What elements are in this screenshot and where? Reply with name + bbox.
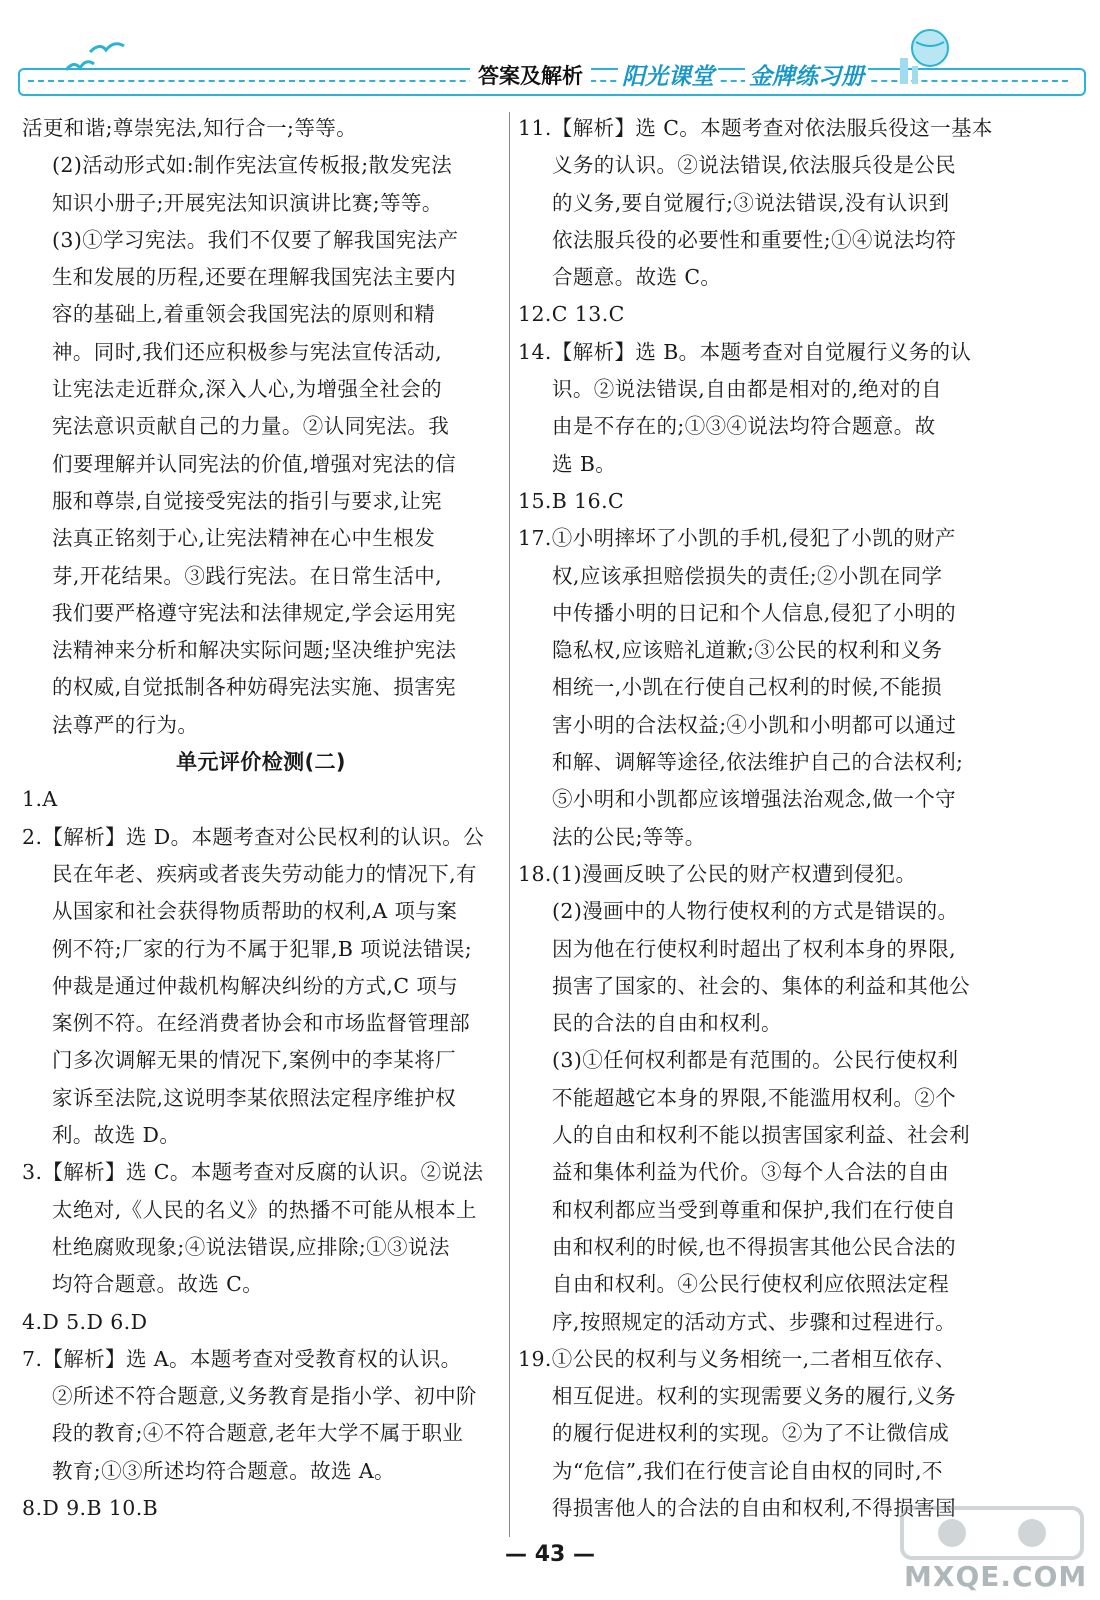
section-title: 单元评价检测(二)	[176, 750, 346, 775]
answer-line: 19.①公民的权利与义务相统一,二者相互依存、	[518, 1346, 956, 1371]
text-line: 的履行促进权利的实现。②为了不让微信成	[552, 1421, 950, 1446]
text-line: 权,应该承担赔偿损失的责任;②小凯在同学	[552, 563, 943, 588]
text-line: 案例不符。在经消费者协会和市场监督管理部	[52, 1011, 470, 1036]
text-line: ②所述不符合题意,义务教育是指小学、初中阶	[52, 1384, 477, 1409]
answer-line: 7.【解析】选 A。本题考查对受教育权的认识。	[22, 1346, 462, 1371]
text-line: 由和权利的时候,也不得损害其他公民合法的	[552, 1234, 957, 1259]
text-line: 损害了国家的、社会的、集体的利益和其他公	[552, 973, 970, 998]
text-line: 人的自由和权利不能以损害国家利益、社会利	[552, 1123, 970, 1148]
page-header	[0, 0, 1100, 105]
text-line: 均符合题意。故选 C。	[52, 1272, 264, 1297]
header-brand-2: 金牌练习册	[745, 58, 868, 91]
answer-line: 2.【解析】选 D。本题考查对公民权利的认识。公	[22, 824, 485, 849]
header-brand-1: 阳光课堂	[618, 58, 718, 91]
text-line: 从国家和社会获得物质帮助的权利,A 项与案	[52, 899, 458, 924]
answer-line: 8.D 9.B 10.B	[22, 1495, 159, 1520]
column-divider	[509, 112, 510, 1537]
text-line: 太绝对,《人民的名义》的热播不可能从根本上	[52, 1197, 477, 1222]
text-line: 例不符;厂家的行为不属于犯罪,B 项说法错误;	[52, 936, 473, 961]
text-line: 相统一,小凯在行使自己权利的时候,不能损	[552, 675, 943, 700]
text-line: 教育;①③所述均符合题意。故选 A。	[52, 1458, 395, 1483]
answer-line: 11.【解析】选 C。本题考查对依法服兵役这一基本	[518, 116, 993, 140]
header-title: 答案及解析	[470, 60, 591, 90]
text-line: 家诉至法院,这说明李某依照法定程序维护权	[52, 1085, 457, 1110]
text-line: 相互促进。权利的实现需要义务的履行,义务	[552, 1384, 957, 1409]
text-line: 依法服兵役的必要性和重要性;①④说法均符	[552, 227, 957, 252]
answer-line: 4.D 5.D 6.D	[22, 1309, 148, 1334]
text-line: 段的教育;④不符合题意,老年大学不属于职业	[52, 1421, 464, 1446]
text-line: 序,按照规定的活动方式、步骤和过程进行。	[552, 1309, 957, 1334]
text-line: 因为他在行使权利时超出了权利本身的界限,	[552, 936, 957, 961]
text-line: 法精神来分析和解决实际问题;坚决维护宪法	[52, 638, 457, 663]
text-line: 中传播小明的日记和个人信息,侵犯了小明的	[552, 600, 957, 625]
left-column	[22, 110, 500, 1527]
text-line: 门多次调解无果的情况下,案例中的李某将厂	[52, 1048, 457, 1073]
text-line: (3)①学习宪法。我们不仅要了解我国宪法产	[52, 227, 459, 252]
text-line: 隐私权,应该赔礼道歉;③公民的权利和义务	[552, 638, 943, 663]
text-line: 的权威,自觉抵制各种妨碍宪法实施、损害宪	[52, 675, 457, 700]
text-line: 民的合法的自由和权利。	[552, 1011, 782, 1036]
text-line: (3)①任何权利都是有范围的。公民行使权利	[552, 1048, 959, 1073]
text-line: ⑤小明和小凯都应该增强法治观念,做一个守	[552, 787, 957, 812]
text-line: (2)活动形式如:制作宪法宣传板报;散发宪法	[52, 153, 453, 178]
text-line: 们要理解并认同宪法的价值,增强对宪法的信	[52, 451, 457, 476]
text-line: 让宪法走近群众,深入人心,为增强全社会的	[52, 377, 443, 402]
text-line: 义务的认识。②说法错误,依法服兵役是公民	[552, 153, 957, 178]
text-line: 神。同时,我们还应积极参与宪法宣传活动,	[52, 339, 443, 364]
text-line: 我们要严格遵守宪法和法律规定,学会运用宪	[52, 600, 457, 625]
text-line: 服和尊崇,自觉接受宪法的指引与要求,让宪	[52, 488, 443, 513]
answer-line: 3.【解析】选 C。本题考查对反腐的认识。②说法	[22, 1160, 484, 1185]
text-line: 不能超越它本身的界限,不能滥用权利。②个	[552, 1085, 957, 1110]
text-line: 害小明的合法权益;④小凯和小明都可以通过	[552, 712, 957, 737]
text-line: 识。②说法错误,自由都是相对的,绝对的自	[552, 377, 943, 402]
watermark-text: MXQE.COM	[904, 1560, 1088, 1593]
text-line: 利。故选 D。	[52, 1123, 181, 1148]
page-number: — 43 —	[505, 1542, 595, 1567]
text-line: 宪法意识贡献自己的力量。②认同宪法。我	[52, 414, 450, 439]
text-line: (2)漫画中的人物行使权利的方式是错误的。	[552, 899, 959, 924]
answer-line: 15.B 16.C	[518, 488, 625, 513]
text-line: 得损害他人的合法的自由和权利,不得损害国	[552, 1495, 957, 1520]
text-line: 仲裁是通过仲裁机构解决纠纷的方式,C 项与	[52, 973, 459, 998]
text-line: 生和发展的历程,还要在理解我国宪法主要内	[52, 265, 457, 290]
text-line: 容的基础上,着重领会我国宪法的原则和精	[52, 302, 436, 327]
text-line: 合题意。故选 C。	[552, 265, 722, 290]
answer-line: 1.A	[22, 787, 58, 812]
answer-line: 18.(1)漫画反映了公民的财产权遭到侵犯。	[518, 861, 917, 886]
answer-line: 12.C 13.C	[518, 302, 625, 327]
text-line: 杜绝腐败现象;④说法错误,应排除;①③说法	[52, 1234, 450, 1259]
answer-line: 17.①小明摔坏了小凯的手机,侵犯了小凯的财产	[518, 526, 956, 551]
text-line: 由是不存在的;①③④说法均符合题意。故	[552, 414, 936, 439]
text-line: 法真正铭刻于心,让宪法精神在心中生根发	[52, 526, 436, 551]
text-line: 和解、调解等途径,依法维护自己的合法权利;	[552, 750, 964, 775]
text-line: 的义务,要自觉履行;③说法错误,没有认识到	[552, 190, 950, 215]
text-line: 为“危信”,我们在行使言论自由权的同时,不	[552, 1458, 943, 1483]
text-line: 民在年老、疾病或者丧失劳动能力的情况下,有	[52, 861, 477, 886]
text-line: 知识小册子;开展宪法知识演讲比赛;等等。	[52, 190, 443, 215]
text-line: 自由和权利。④公民行使权利应依照法定程	[552, 1272, 950, 1297]
right-column	[518, 110, 1003, 1527]
text-line: 和权利都应当受到尊重和保护,我们在行使自	[552, 1197, 957, 1222]
text-line: 法的公民;等等。	[552, 824, 706, 849]
globe-icon	[880, 18, 960, 88]
text-line: 芽,开花结果。③践行宪法。在日常生活中,	[52, 563, 443, 588]
text-line: 法尊严的行为。	[52, 712, 199, 737]
answer-line: 14.【解析】选 B。本题考查对自觉履行义务的认	[518, 339, 972, 364]
text-line: 益和集体利益为代价。③每个人合法的自由	[552, 1160, 950, 1185]
text-line: 选 B。	[552, 451, 617, 476]
text-line: 活更和谐;尊崇宪法,知行合一;等等。	[22, 116, 358, 140]
